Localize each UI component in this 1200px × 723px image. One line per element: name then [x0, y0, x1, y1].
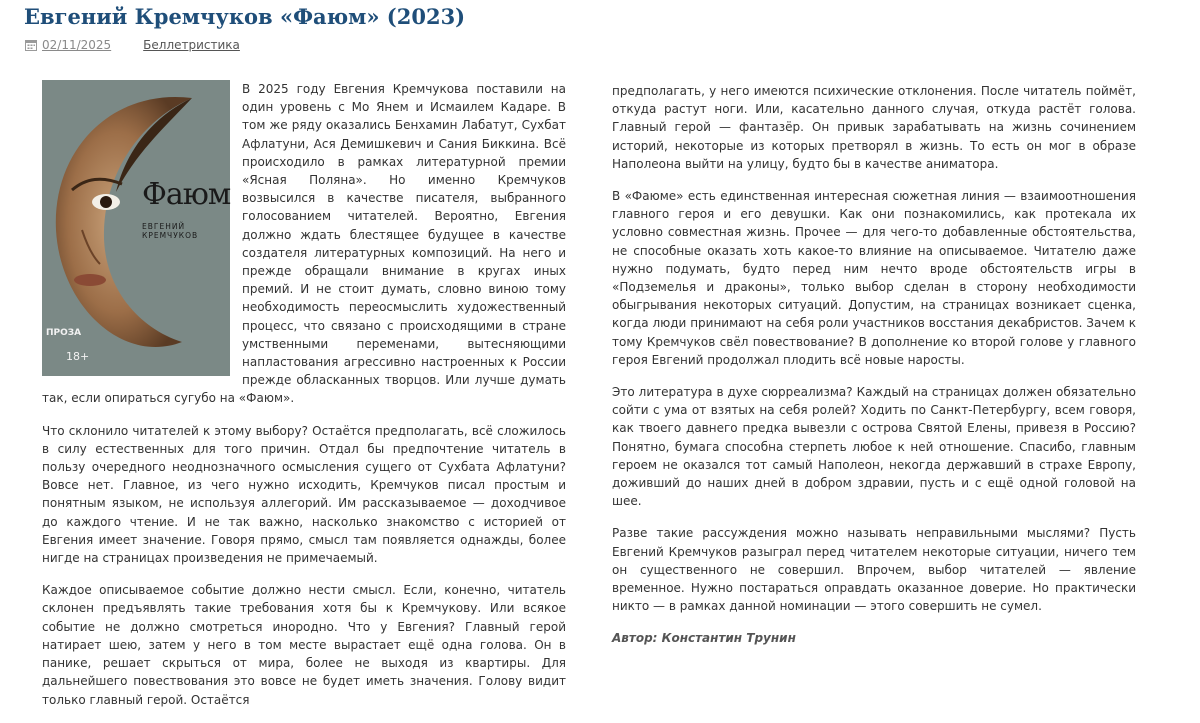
article-paragraph: Каждое описываемое событие должно нести смысл. Если, конечно, читатель склонен предъявлять такие требования хотя бы к Кремчукову. Или всякое событие не должно смотреться инородно. Что у Евгения? Главный герой натирает шею, затем у него в том месте вырастает ещё одна голова. Он в панике, решает скрыться от мира, более не выходя из квартиры. Для дальнейшего повествования это вовсе не будет иметь значения. Голову видит только главный герой. Остаётся: [42, 583, 566, 707]
article-left-column: [42, 80, 566, 723]
cover-publisher: ПРОЗА: [46, 328, 82, 338]
calendar-icon: [25, 39, 37, 51]
cover-author: [142, 222, 198, 240]
page-title: Евгений Кремчуков «Фаюм» (2023): [24, 4, 466, 29]
article-paragraph: В «Фаюме» есть единственная интересная сюжетная линия — взаимоотношения главного героя и его девушки. Как они познакомились, как протекала их условно совместная жизнь. Прочее — для чего-то добавленные обстоятельства, не способные оказать хоть какое-то влияние на описываемое. Читателю даже нужно подумать, будто перед ним нечто вроде обстоятельств игры в «Подземелья и драконы», только выбор сделан в сторону необходимости обыгрывания некоторых ситуаций. Допустим, на страницах возникает сценка, когда люди принимают на себя роли участников восстания декабристов. Зачем к тому Кремчуков свёл повествование? В дополнение ко второй голове у главного героя Евгений продолжал плодить всё новые наросты.: [612, 189, 1136, 367]
article-paragraph: В 2025 году Евгения Кремчукова поставили на один уровень с Мо Янем и Исмаилем Кадаре. В том же ряду оказались Бенхамин Лабатут, Сухбат Афлатуни, Ася Демишкевич и Сания Биккина. Всё происходило в рамках литературной премии «Ясная Поляна». Но именно Кремчуков возвысился в качестве писателя, выбранного голосованием читателей. Вероятно, Евгения должно ждать блестящее будущее в качестве создателя литературных композиций. На него и прежде обращали внимание в кругах иных премий. И не стоит думать, словно виною тому необходимость переосмыслить художественный процесс, что связано с происходящими в стране умственными переменами, вытесняющими напластования агрессивно настроенных к России прежде обласканных творцов. Или лучше думать так, если опираться сугубо на «Фаюм».: [42, 82, 566, 406]
article-author: Автор: Константин Трунин: [612, 631, 796, 646]
post-meta: [25, 38, 240, 52]
article-paragraph: Что склонило читателей к этому выбору? Остаётся предполагать, всё сложилось в силу естественных для того причин. Отдал бы предпочтение читатель в пользу очередного неоднозначного осмысления сущего от Сухбата Афлатуни? Вовсе нет. Главное, из чего нужно исходить, Кремчуков писал простым и понятным языком, не используя аллегорий. Им рассказываемое — доходчивое до каждого чтение. И не так важно, насколько знакомство с историей от Евгения имеет значение. Говоря прямо, смысл там появляется однажды, более нигде на страницах произведения не примечаемый.: [42, 423, 566, 566]
article-paragraph: Это литература в духе сюрреализма? Каждый на страницах должен обязательно сойти с ума от взятых на себя ролей? Ходить по Санкт-Петербургу, всем говоря, как твоего давнего предка вывезли с острова Святой Елены, привезя в Россию? Понятно, бумага способна стерпеть любое к ней отношение. Спасибо, главным героем не оказался тот самый Наполеон, некогда державший в страхе Европу, доживший до наших дней в добром здравии, пусть и с ещё одной головой на шее.: [612, 385, 1136, 509]
cover-author-last: КРЕМЧУКОВ: [142, 231, 199, 240]
cover-age-rating: 18+: [66, 350, 90, 363]
category-link[interactable]: Беллетристика: [143, 38, 240, 52]
article-paragraph: предполагать, у него имеются психические отклонения. После читатель поймёт, откуда растут ноги. Или, касательно данного случая, откуда растёт голова. Главный герой — фантазёр. Он привык зарабатывать на жизнь сочинением историй, некоторые из которых претворял в жизнь. То есть он мог в образе Наполеона выйти на улицу, будто бы в качестве аниматора.: [612, 84, 1136, 171]
post-date-link[interactable]: 02/11/2025: [42, 38, 112, 52]
book-cover-image: [42, 80, 230, 376]
article-right-column: [612, 82, 1136, 662]
cover-title: Фаюм: [142, 177, 231, 212]
cover-author-first: ЕВГЕНИЙ: [142, 222, 186, 231]
article-paragraph: Разве такие рассуждения можно называть неправильными мыслями? Пусть Евгений Кремчуков разыграл перед читателем некоторые ситуации, ничего тем он существенного не совершил. Впрочем, выбор читателей — явление временное. Нужно постараться оправдать оказанное доверие. Но практически никто — в рамках данной номинации — этого совершить не сумел.: [612, 526, 1136, 614]
